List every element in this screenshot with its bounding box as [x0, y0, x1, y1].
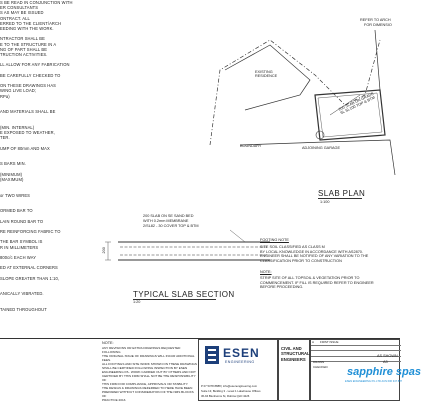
general-note-line: S BE READ IN CONJUNCTION WITH [0, 0, 73, 5]
disclaimer-line: PREPARED WITHOUT CONSIDERATION OF THE NMS BLOCKS OF [102, 390, 194, 398]
boundary-label: BOUNDARY [240, 144, 262, 148]
esen-logo-icon [205, 346, 219, 364]
footing-line: ENGINEER SHALL BE NOTIFIED OF ANY VARIATION TO THE [260, 254, 369, 259]
general-note-line: E EXPOSED TO WEATHER, [0, 130, 55, 136]
section-label-1: 200 SLAB ON SE SAND BED [143, 214, 194, 218]
contact-2: Suite 13, Building 3 - Level 1 Lakehouse Offices [201, 389, 261, 393]
general-note-line: RPa) [0, 93, 10, 99]
disclaimer-heading: NOTE: [102, 341, 114, 345]
disclaimer-line: ANY REVISIONS OR EXTRA DRAWINGS REQUESTED FOLLOWING [102, 346, 181, 354]
title-block [0, 338, 421, 402]
slab-callout: 200 SLAB ON GRADE SL SL100 TOP & BTM [338, 91, 376, 116]
slab-plan-title: SLAB PLAN [318, 189, 366, 198]
contact-3: 36-94 Blenheims St, Robina QLD 4226 [201, 394, 250, 398]
general-note-line: BE CAREFULLY CHECKED TO [0, 72, 61, 78]
garage-label: ADJOINING GARAGE [302, 146, 340, 150]
footing-note-lines [260, 276, 374, 290]
general-note-line: TAINED THROUGHOUT [0, 306, 47, 312]
general-note-line: R IN MILLIMETERS [0, 244, 39, 250]
footing-lines [260, 245, 368, 263]
section-label-3: 2/SL82 - 30 COVER TOP & BTM [143, 224, 199, 228]
footing-note-line: BEFORE PROCEEDING. [260, 285, 304, 290]
footing-line: BY LOCAL KNOWLEDGE IN ACCORDANCE WITH AS2870. [260, 249, 363, 254]
refer-note: REFER TO ARCH [360, 18, 391, 22]
disclaimer-line: THIS FIRM FOR COMPLIANCE, APPROVALS OR STABILITY. [102, 382, 189, 386]
general-note-line: SLOPE GREATER THAN 1:10, [0, 275, 60, 281]
general-note-line: NG OF PART SHALL BE [0, 46, 48, 52]
footing-note-heading: NOTE: [260, 270, 272, 274]
disclaimer-line: THE ORIGINAL ISSUE OF DRAWINGS WILL INCUR ADDITIONAL FEES. [102, 354, 195, 362]
general-note-line: or TWO WIRES [0, 192, 31, 198]
disclaimer-line: PRACTICE 2013. [102, 398, 127, 402]
general-note-line: ON THESE DRAWINGS HAS [0, 83, 57, 89]
general-notes [0, 0, 96, 312]
section-label-2: WITH 0.2mm MEMBRANE [143, 219, 189, 223]
discipline-label: CIVIL AND STRUCTURAL ENGINEERS [281, 346, 310, 362]
disclaimer-lines [102, 346, 198, 402]
general-note-line: ERRED TO THE CLIENT/ARCH [0, 20, 62, 26]
size-value: A3 [383, 360, 388, 364]
general-note-line: TRUCTION ACTIVITIES. [0, 52, 48, 58]
general-note-line: ER CONSULTANTS [0, 5, 39, 11]
disclaimer-line: ENGINEERING P/L. WORK CARRIED OUT BY OTHERS AND NOT [102, 370, 196, 374]
scale-value: AS SHOWN [377, 354, 398, 358]
footing-note-line: STRIP SITE OF ALL TOPSOIL & VEGETATION PRIOR TO [260, 276, 360, 280]
footing-note-line: COMMENCEMENT. IF FILL IS REQUIRED REFER TO ENGINEER [260, 280, 374, 285]
refer-note-2: FOR DIMENSIO [364, 23, 392, 27]
revision-description: FIRST ISSUE [320, 340, 339, 344]
disclaimer-line: THE DESIGN & DRAWINGS REFERRED TO HERE HAVE BEEN [102, 386, 193, 390]
company-box [198, 339, 278, 401]
general-note-line: NTRACTOR SHALL BE [0, 36, 45, 42]
general-note-line: WING LIVE LOAD; [0, 88, 37, 94]
general-note-line: ED AT EXTERNAL CORNERS [0, 265, 58, 271]
checked-label: CHECKED [313, 365, 328, 369]
section-scale: 1:20 [133, 300, 141, 304]
footing-heading: FOOTING NOTE [260, 238, 289, 242]
general-note-line: AND MATERIALS SHALL BE [0, 109, 56, 115]
general-note-line: (MIN. INTERNAL) [0, 124, 35, 130]
general-note-line: (MAXIMUM) [0, 176, 24, 182]
disclaimer-line: ALL FOOTINGS AND SITE WORK SHOWN ON THESE DRAWINGS [102, 362, 197, 366]
disclaimer-box [98, 339, 198, 401]
general-note-line: ORMED BAR TO [0, 208, 33, 214]
general-note-line: THE BAR SYMBOL IS [0, 239, 43, 245]
slab-section-drawing [100, 228, 280, 268]
drawn-label: DRAWN [313, 360, 325, 364]
company-name: ESEN [223, 346, 260, 360]
general-note-line: TER. [0, 135, 10, 141]
general-note-line: RE REINFORCING FABRIC TO [0, 228, 61, 234]
general-note-line: LAIN ROUND BAR TO [0, 218, 44, 224]
section-title-underline [133, 299, 216, 300]
contact-1: P 07 5378 8888 | info@esenengineering.com [201, 384, 258, 388]
slab-plan-scale: 1:100 [320, 200, 330, 204]
brand-sub: ESEN ENGINEERING P/L LTD ACN 606 347 887 [345, 380, 403, 383]
revision-rows [311, 340, 401, 362]
footing-line: CLASSIFICATION PRIOR TO CONSTRUCTION [260, 258, 342, 263]
section-dimension: 200 [101, 247, 106, 254]
general-note-line: S BARS MIN. [0, 161, 26, 167]
disclaimer-line: SHALL BE CERTIFIED FOLLOWING INSPECTION BY ESEN [102, 366, 188, 370]
brand-logo: sapphire spas [347, 366, 421, 378]
footing-line: SITE SOIL CLASSIFIED AS CLASS M [260, 245, 325, 249]
company-sub: ENGINEERING [225, 360, 255, 364]
general-note-line: UMP OF 80mm AND MAX [0, 145, 50, 151]
general-note-line: ANICALLY VIBRATED. [0, 291, 44, 297]
existing-residence-label: EXISTING RESIDENCE [255, 70, 278, 79]
revision-box [310, 339, 421, 401]
discipline-box [278, 339, 310, 401]
disclaimer-line: CERTIFIED BY THIS FIRM SHALL NOT BE THE RESPONSIBILITY OF [102, 374, 196, 382]
general-note-line: 800c/c EACH WAY [0, 254, 37, 260]
title-underline [318, 198, 362, 199]
general-note-line: LL ALLOW FOR ANY FABRICATION [0, 62, 70, 68]
general-note-line: S AS MAY BE ISSUED [0, 10, 44, 16]
section-title: TYPICAL SLAB SECTION [133, 290, 235, 299]
general-note-line: EEDING WITH THE WORK. [0, 26, 54, 32]
revision-letter: A [312, 340, 315, 344]
general-note-line: (MINIMUM) [0, 171, 23, 177]
general-note-line: E TO THE STRUCTURE IN A [0, 41, 57, 47]
general-note-line: ONTRACT. ALL [0, 15, 30, 21]
